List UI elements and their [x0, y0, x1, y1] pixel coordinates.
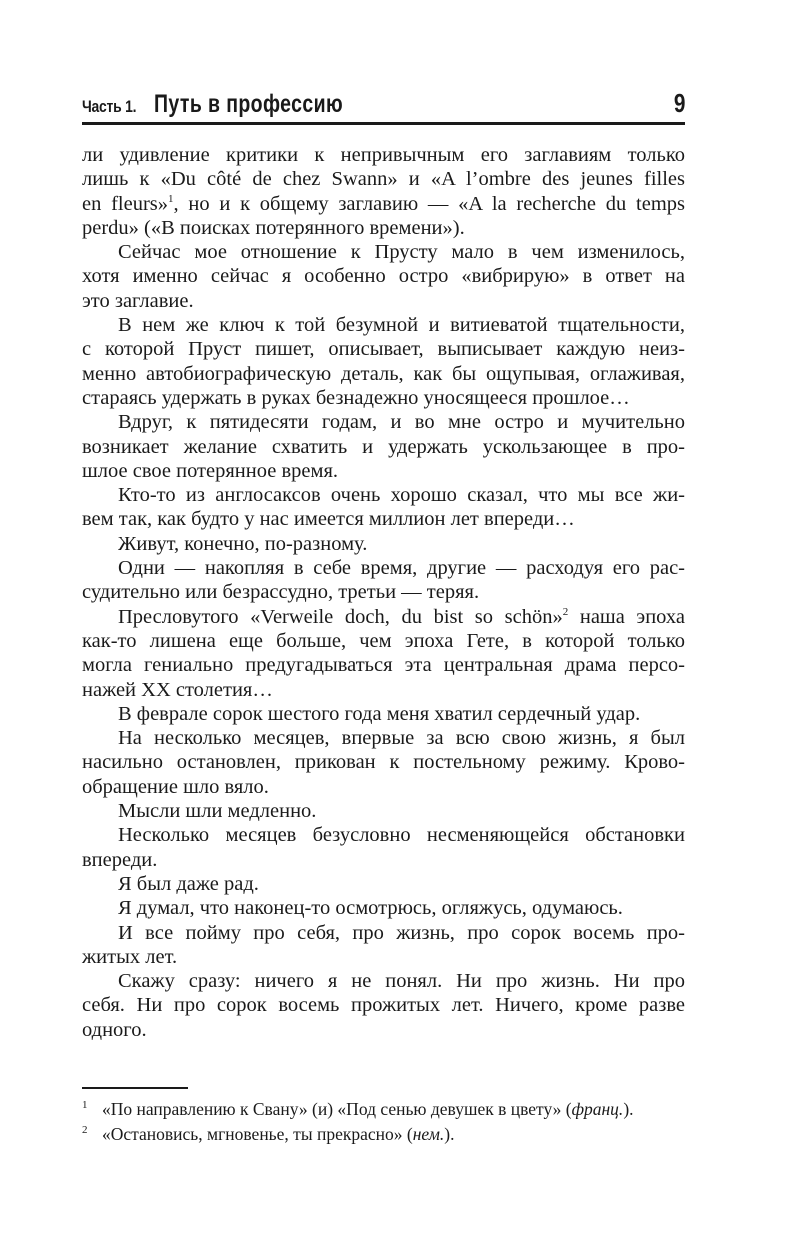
footnote-lang: франц. — [571, 1099, 624, 1119]
footnote-number: 1 — [82, 1099, 88, 1111]
running-header — [82, 86, 685, 122]
text-line: как-то лишена еще больше, чем эпоха Гете, в которой только — [82, 629, 685, 652]
text-line: менно автобиографическую деталь, как бы ощупывая, оглаживая, — [82, 362, 685, 385]
text-line: это заглавие. — [82, 289, 194, 312]
text-line: Пресловутого «Verweile doch, du bist so schön»$^2$ наша эпоха — [118, 605, 685, 628]
footnote-number: 2 — [82, 1124, 88, 1136]
body-text — [82, 143, 685, 1042]
text-line: И все пойму про себя, про жизнь, про сорок восемь про- — [118, 921, 685, 944]
text-line: впереди. — [82, 848, 158, 871]
text-line: Живут, конечно, по-разному. — [118, 532, 368, 555]
footnote-2: 2 «Остановись, мгновенье, ты прекрасно» (нем.). — [82, 1124, 455, 1144]
footnote-text: «Остановись, мгновенье, ты прекрасно» ( — [102, 1124, 413, 1144]
text-line: ли удивление критики к непривычным его заглавиям только — [82, 144, 685, 166]
text-line: обращение шло вяло. — [82, 775, 269, 798]
text-line: нажей XX столетия… — [82, 678, 273, 701]
text-line: лишь к «Du côté de chez Swann» и «A l’ombre des jeunes filles — [82, 168, 685, 191]
text-line: могла гениально предугадываться эта центральная драма персо- — [82, 654, 685, 677]
text-line: одного. — [82, 1018, 147, 1041]
text-line: Сейчас мое отношение к Прусту мало в чем изменилось, — [118, 241, 685, 264]
text-line: Мысли шли медленно. — [118, 800, 317, 823]
text-line: Кто-то из англосаксов очень хорошо сказал, что мы все жи- — [118, 484, 685, 507]
text-line: шлое свое потерянное время. — [82, 459, 339, 482]
text-line: Я был даже рад. — [118, 872, 259, 895]
text-line: возникает желание схватить и удержать ускользающее в про- — [82, 435, 685, 458]
text-line: Несколько месяцев безусловно несменяющейся обстановки — [118, 824, 685, 847]
page-number: 9 — [673, 88, 685, 118]
footnotes — [82, 1097, 702, 1147]
part-label: Часть 1. — [82, 97, 137, 116]
text-line: Вдруг, к пятидесяти годам, и во мне остро и мучительно — [118, 411, 685, 434]
text-line: Я думал, что наконец-то осмотрюсь, огляжусь, одумаюсь. — [118, 897, 623, 920]
text-line: насильно остановлен, прикован к постельному режиму. Крово- — [82, 751, 685, 774]
footnote-rule — [82, 1087, 188, 1089]
text-line: Скажу сразу: ничего я не понял. Ни про жизнь. Ни про — [118, 970, 685, 993]
chapter-title: Путь в профессию — [154, 90, 344, 118]
footnote-ref-2: 2 — [562, 605, 569, 618]
text-line: стараясь удержать в руках безнадежно уносящееся прошлое… — [82, 386, 630, 409]
footnote-ref-1: 1 — [168, 192, 174, 205]
text-line: с которой Пруст пишет, описывает, выписывает каждую неиз- — [82, 338, 685, 361]
text-line: судительно или безрассудно, третьи — теряя. — [82, 581, 480, 604]
text-line: житых лет. — [82, 945, 178, 968]
footnote-lang: нем. — [412, 1124, 445, 1144]
text-line: хотя именно сейчас я особенно остро «вибрирую» в ответ на — [82, 265, 685, 288]
text-line: Одни — накопляя в себе время, другие — расходуя его рас- — [118, 557, 685, 580]
text-line: en fleurs»$^1$, но и к общему заглавию — «A la recherche du temps — [82, 192, 685, 215]
text-line: В феврале сорок шестого года меня хватил сердечный удар. — [118, 702, 641, 725]
text-line: perdu» («В поисках потерянного времени»). — [82, 216, 465, 239]
text-line: На несколько месяцев, впервые за всю свою жизнь, я был — [118, 727, 685, 750]
text-line: В нем же ключ к той безумной и витиеватой тщательности, — [118, 314, 685, 337]
footnote-1: 1 «По направлению к Свану» (и) «Под сенью девушек в цвету» (франц.). — [82, 1099, 634, 1119]
text-line: себя. Ни про сорок восемь прожитых лет. Ничего, кроме разве — [82, 994, 685, 1017]
text-line: вем так, как будто у нас имеется миллион лет впереди… — [82, 508, 575, 531]
footnote-text: «По направлению к Свану» (и) «Под сенью девушек в цвету» ( — [102, 1099, 572, 1119]
header-rule — [82, 122, 685, 125]
